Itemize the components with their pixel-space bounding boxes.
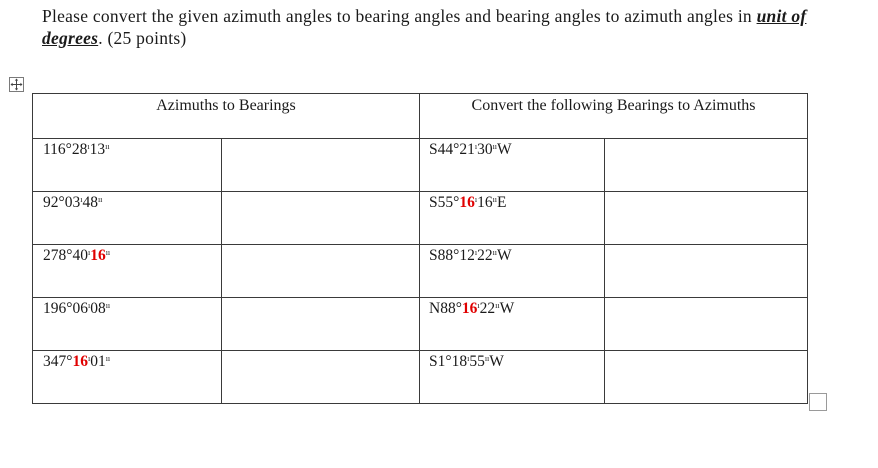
angle-part: W — [489, 353, 504, 370]
azimuth-value-cell — [33, 351, 222, 404]
angle-part: ı — [87, 301, 91, 310]
angle-part: 30 — [477, 141, 493, 158]
angle-part: W — [497, 141, 512, 158]
angle-part: ı — [474, 248, 478, 257]
angle-part: S44°21 — [429, 141, 475, 158]
angle-part: 55 — [469, 353, 485, 370]
angle-part: S1°18 — [429, 353, 468, 370]
table-row — [33, 192, 808, 245]
bearing-value-cell — [420, 245, 605, 298]
angle-part: ı — [477, 301, 480, 310]
angle-part: S88°12 — [429, 247, 475, 264]
azimuth-value-cell — [33, 245, 222, 298]
bearing-answer-cell[interactable] — [222, 139, 420, 192]
angle-part: ı — [467, 354, 470, 363]
highlighted-digits: 16 — [90, 247, 106, 264]
azimuth-value-cell — [33, 298, 222, 351]
question-text — [42, 5, 812, 49]
bearing-answer-cell[interactable] — [222, 351, 420, 404]
angle-part: ıı — [97, 195, 103, 204]
highlighted-digits: 16 — [459, 194, 475, 211]
angle-part: N88° — [429, 300, 462, 317]
angle-part: 22 — [479, 300, 496, 317]
azimuth-answer-cell[interactable] — [605, 192, 808, 245]
header-bearings-to-azimuths: Convert the following Bearings to Azimuths — [420, 94, 808, 139]
angle-part: 16 — [477, 194, 493, 211]
azimuth-value-cell — [33, 139, 222, 192]
angle-part: ı — [80, 195, 83, 204]
azimuth-value-cell — [33, 192, 222, 245]
angle-part: 48 — [82, 194, 98, 211]
table-header-row — [33, 94, 808, 139]
angle-part: 01 — [90, 353, 106, 370]
angle-part: ıı — [105, 301, 111, 310]
angle-part: W — [497, 247, 512, 264]
angle-part: ıı — [484, 354, 490, 363]
angle-part: ıı — [495, 301, 500, 310]
angle-part: 08 — [90, 300, 106, 317]
question-text-after: . (25 points) — [98, 28, 187, 48]
bearing-value-cell — [420, 298, 605, 351]
angle-part: 278°40 — [43, 247, 88, 264]
angle-part: ı — [474, 142, 478, 151]
bearing-answer-cell[interactable] — [222, 298, 420, 351]
highlighted-digits: 16 — [461, 300, 478, 317]
bearing-answer-cell[interactable] — [222, 192, 420, 245]
angle-part: ı — [474, 195, 478, 204]
angle-part: ıı — [492, 248, 498, 257]
table-row — [33, 351, 808, 404]
highlighted-digits: 16 — [72, 353, 88, 370]
bearing-value-cell — [420, 192, 605, 245]
question-emphasis: unit of degrees — [42, 6, 807, 48]
angle-part: E — [497, 194, 507, 211]
angle-part: ı — [87, 142, 90, 151]
header-azimuths-to-bearings: Azimuths to Bearings — [33, 94, 420, 139]
angle-part: 13 — [89, 141, 106, 158]
angle-part: ıı — [492, 195, 498, 204]
angle-part: 22 — [477, 247, 493, 264]
angle-part: 92°03 — [43, 194, 81, 211]
bearing-answer-cell[interactable] — [222, 245, 420, 298]
table-resize-handle[interactable] — [809, 393, 827, 411]
angle-part: ı — [87, 354, 91, 363]
angle-part: W — [499, 300, 515, 317]
angle-part: ıı — [105, 248, 111, 257]
conversion-table — [32, 93, 808, 404]
azimuth-answer-cell[interactable] — [605, 298, 808, 351]
azimuth-answer-cell[interactable] — [605, 351, 808, 404]
angle-part: 196°06 — [43, 300, 88, 317]
angle-part: 116°28 — [43, 141, 88, 158]
angle-part: ıı — [105, 142, 110, 151]
table-row — [33, 139, 808, 192]
angle-part: S55° — [429, 194, 460, 211]
table-row — [33, 245, 808, 298]
angle-part: 347° — [43, 353, 73, 370]
bearing-value-cell — [420, 139, 605, 192]
azimuth-answer-cell[interactable] — [605, 245, 808, 298]
table-row — [33, 298, 808, 351]
angle-part: ıı — [492, 142, 498, 151]
question-text-before: Please convert the given azimuth angles to bearing angles and bearing angles to azimuth angles in — [42, 6, 757, 26]
move-arrows-icon — [10, 78, 23, 91]
angle-part: ıı — [105, 354, 111, 363]
bearing-value-cell — [420, 351, 605, 404]
angle-part: ı — [87, 248, 91, 257]
azimuth-answer-cell[interactable] — [605, 139, 808, 192]
table-move-handle-icon[interactable] — [9, 77, 24, 92]
